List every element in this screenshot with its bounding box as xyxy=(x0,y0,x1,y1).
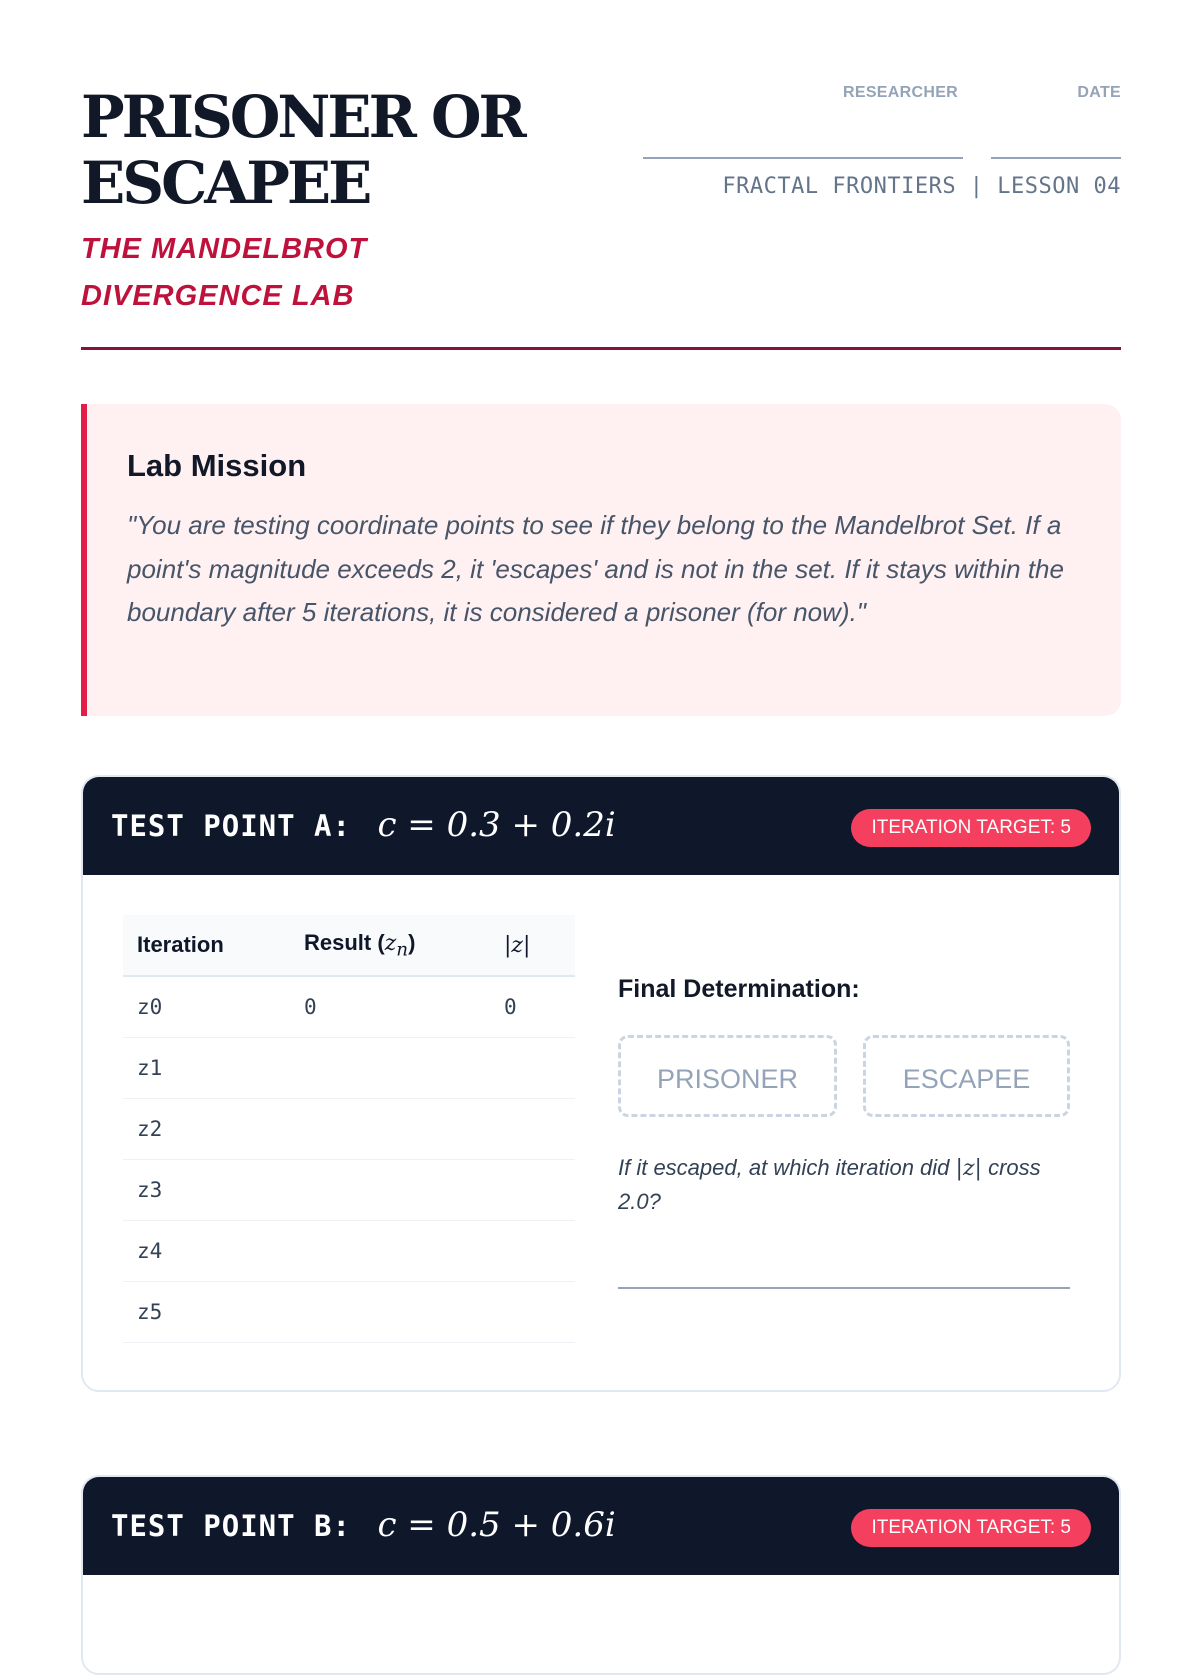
equation-text: c = 0.3 + 0.2i xyxy=(377,805,616,845)
test-point-card-b xyxy=(81,1475,1121,1675)
mission-heading: Lab Mission xyxy=(127,448,307,483)
course-label: FRACTAL FRONTIERS | LESSON 04 xyxy=(722,174,1121,199)
determination-choices xyxy=(618,1035,1070,1121)
table-row xyxy=(123,1221,575,1282)
date-field[interactable] xyxy=(991,157,1121,159)
determination-label: Final Determination: xyxy=(618,975,860,1003)
result-cell[interactable] xyxy=(290,1099,490,1160)
escapee-choice[interactable]: ESCAPEE xyxy=(863,1035,1070,1117)
iteration-cell: z1 xyxy=(123,1038,290,1099)
iteration-table xyxy=(123,915,575,1343)
iteration-cell: z4 xyxy=(123,1221,290,1282)
header-magnitude-text: |z| xyxy=(504,933,531,958)
iteration-cell: z0 xyxy=(123,976,290,1038)
iteration-cell: z3 xyxy=(123,1160,290,1221)
iteration-target-badge: ITERATION TARGET: 5 xyxy=(851,809,1091,847)
card-title xyxy=(111,805,616,845)
magnitude-cell[interactable] xyxy=(490,1221,575,1282)
question-text-end: cross 2.0? xyxy=(618,1155,1041,1214)
researcher-field[interactable] xyxy=(643,157,963,159)
equation xyxy=(377,805,615,845)
table-row xyxy=(123,1160,575,1221)
table-row xyxy=(123,1282,575,1343)
test-point-label: TEST POINT B: xyxy=(111,1509,351,1543)
mission-callout xyxy=(81,404,1121,716)
meta-fields xyxy=(561,80,1121,210)
test-point-label: TEST POINT A: xyxy=(111,809,351,843)
header-result-sub: n xyxy=(396,939,409,961)
question-var: |z| xyxy=(955,1156,982,1181)
escape-answer-field[interactable] xyxy=(618,1287,1070,1289)
equation xyxy=(377,1505,615,1545)
header-iteration: Iteration xyxy=(123,915,290,976)
header-divider xyxy=(81,347,1121,350)
final-determination xyxy=(618,975,1070,1214)
mission-text: "You are testing coordinate points to see if they belong to the Mandelbrot Set. If a point's magnitude exceeds 2, it 'escapes' and is not in the set. If it stays within the boundary after 5 iterations, it is considered a prisoner (for now)." xyxy=(127,510,1064,627)
table-row xyxy=(123,1099,575,1160)
result-cell[interactable] xyxy=(290,1282,490,1343)
magnitude-cell[interactable] xyxy=(490,1160,575,1221)
subtitle-line-2: DIVERGENCE LAB xyxy=(81,280,355,312)
title-line-2: ESCAPEE xyxy=(81,149,370,217)
header-result-text: Result ( xyxy=(304,929,385,955)
result-cell[interactable] xyxy=(290,1160,490,1221)
table-header-row xyxy=(123,915,575,976)
result-cell[interactable] xyxy=(290,1038,490,1099)
iteration-cell: z2 xyxy=(123,1099,290,1160)
escape-question xyxy=(618,1151,1048,1218)
header-result xyxy=(290,915,490,976)
result-cell[interactable] xyxy=(290,1221,490,1282)
magnitude-cell[interactable] xyxy=(490,1099,575,1160)
result-cell[interactable]: 0 xyxy=(290,976,490,1038)
header-result-close: ) xyxy=(408,929,416,955)
table-row xyxy=(123,1038,575,1099)
researcher-label: RESEARCHER xyxy=(843,84,959,101)
magnitude-cell[interactable] xyxy=(490,1038,575,1099)
equation-text: c = 0.5 + 0.6i xyxy=(377,1505,616,1545)
test-point-card-a xyxy=(81,775,1121,1392)
header-result-var: z xyxy=(384,930,397,956)
iteration-target-badge: ITERATION TARGET: 5 xyxy=(851,1509,1091,1547)
table-row xyxy=(123,976,575,1038)
subtitle-line-1: THE MANDELBROT xyxy=(81,233,368,265)
prisoner-choice[interactable]: PRISONER xyxy=(618,1035,837,1117)
date-label: DATE xyxy=(1077,84,1121,101)
page-title xyxy=(81,84,561,216)
magnitude-cell[interactable]: 0 xyxy=(490,976,575,1038)
question-text-start: If it escaped, at which iteration did xyxy=(618,1155,956,1180)
header-magnitude xyxy=(490,915,575,976)
title-line-1: PRISONER OR xyxy=(81,83,524,151)
card-header xyxy=(83,777,1119,875)
card-header xyxy=(83,1477,1119,1575)
magnitude-cell[interactable] xyxy=(490,1282,575,1343)
card-title xyxy=(111,1505,616,1545)
page-subtitle xyxy=(81,226,561,320)
iteration-cell: z5 xyxy=(123,1282,290,1343)
title-block xyxy=(81,84,561,320)
